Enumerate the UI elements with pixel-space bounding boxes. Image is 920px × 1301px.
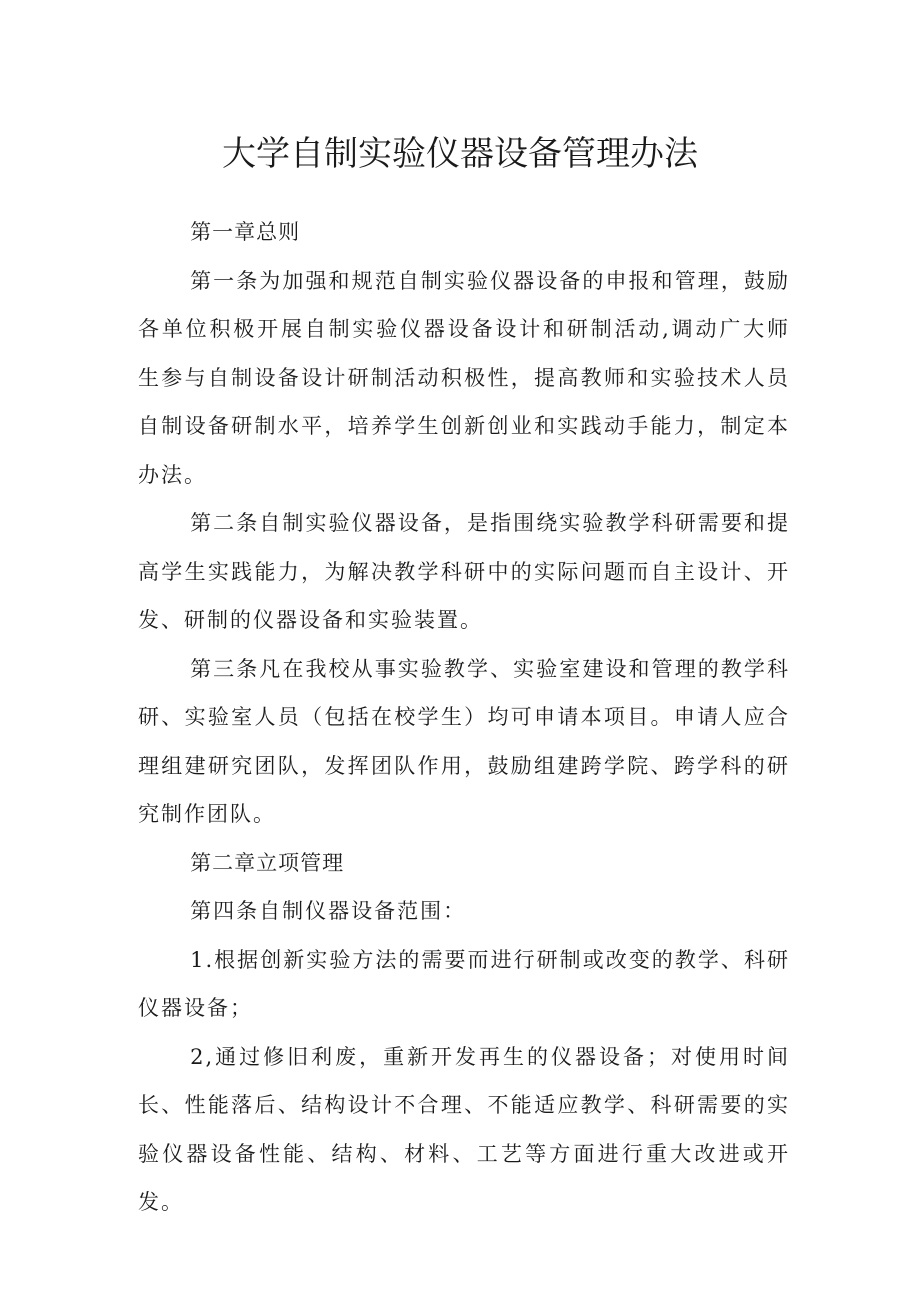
list-item-1: 1.根据创新实验方法的需要而进行研制或改变的教学、科研仪器设备； <box>138 947 790 1020</box>
chapter-heading-2: 第二章立项管理 <box>190 850 345 875</box>
document-body <box>138 208 790 1227</box>
article-4-paragraph: 第四条自制仪器设备范围： <box>190 899 467 923</box>
article-1-paragraph: 第一条为加强和规范自制实验仪器设备的申报和管理，鼓励各单位积极开展自制实验仪器设备设计和研制活动,调动广大师生参与自制设备设计研制活动积极性，提高教师和实验技术人员自制设备研制水平，培养学生创新创业和实践动手能力，制定本办法。 <box>138 268 790 487</box>
article-3-paragraph: 第三条凡在我校从事实验教学、实验室建设和管理的教学科研、实验室人员（包括在校学生）均可申请本项目。申请人应合理组建研究团队，发挥团队作用，鼓励组建跨学院、跨学科的研究制作团队。 <box>138 656 790 826</box>
document-title: 大学自制实验仪器设备管理办法 <box>222 134 698 174</box>
chapter-heading-1: 第一章总则 <box>190 220 301 244</box>
article-2-paragraph: 第二条自制实验仪器设备，是指围绕实验教学科研需要和提高学生实践能力，为解决教学科研中的实际问题而自主设计、开发、研制的仪器设备和实验装置。 <box>138 511 790 632</box>
list-item-2: 2,通过修旧利废，重新开发再生的仪器设备；对使用时间长、性能落后、结构设计不合理、不能适应教学、科研需要的实验仪器设备性能、结构、材料、工艺等方面进行重大改进或开发。 <box>138 1044 790 1214</box>
